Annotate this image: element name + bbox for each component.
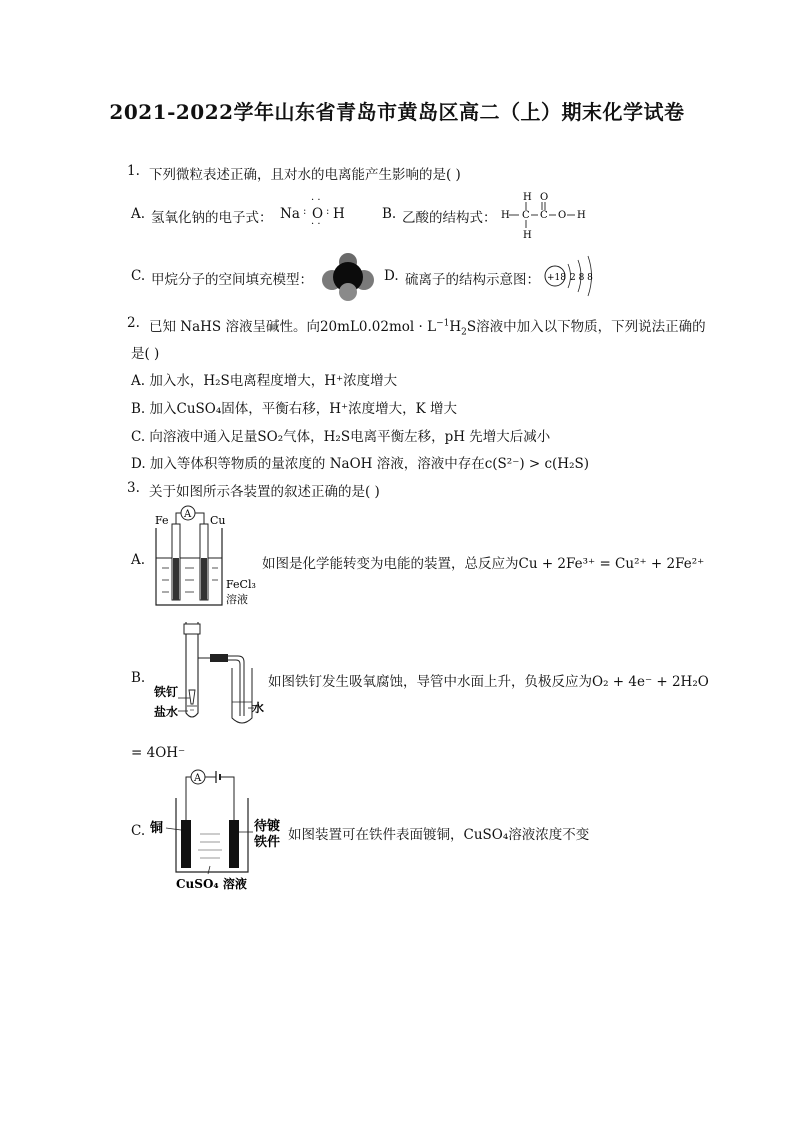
q3-option-b-label: B. [131, 670, 146, 686]
to-be-plated-label: 待镀 [254, 819, 281, 834]
acetic-acid-structure [498, 188, 593, 240]
q3-option-a-text: 如图是化学能转变为电能的装置，总反应为Cu + 2Fe³⁺ = Cu²⁺ + 2Fe²⁺ [262, 556, 705, 572]
question-2-number: 2. [127, 315, 140, 331]
struct-c2: C [540, 210, 548, 221]
q2-option-c: C. 向溶液中通入足量SO₂气体，H₂S电离平衡左移，pH 先增大后减小 [131, 429, 551, 445]
q1-option-c-label: C. [131, 268, 146, 284]
water-label: 水 [252, 701, 265, 715]
fecl3-label: FeCl₃ [226, 578, 256, 591]
sulfide-ion-structure-diagram [542, 254, 604, 300]
q3-option-b-text: 如图铁钉发生吸氧腐蚀，导管中水面上升，负极反应为O₂ + 4e⁻ + 2H₂O [268, 674, 709, 690]
ammeter-label: A [184, 509, 192, 520]
electroplating-figure [150, 768, 286, 894]
q2-stem-superscript: −1 [436, 318, 450, 329]
cuso4-solution-label: CuSO₄ 溶液 [176, 877, 247, 891]
oxygen-corrosion-figure [148, 618, 266, 726]
struct-h-top: H [523, 192, 532, 203]
q2-option-b: B. 加入CuSO₄固体，平衡右移，H⁺浓度增大，K 增大 [131, 401, 458, 417]
question-2-stem-line2: 是( ) [131, 346, 160, 362]
copper-electrode-label: 铜 [150, 821, 164, 836]
q1-option-c-text: 甲烷分子的空间填充模型： [151, 272, 313, 288]
dots-left: : [303, 206, 307, 217]
q2-stem-subscript: 2 [461, 327, 467, 338]
page-title: 2021-2022学年山东省青岛市黄岛区高二（上）期末化学试卷 [109, 100, 685, 124]
question-1-number: 1. [127, 163, 140, 179]
struct-h-left: H [501, 210, 510, 221]
q1-option-a-label: A. [131, 206, 146, 222]
cu-electrode-label: Cu [210, 514, 226, 527]
q2-stem-h: H [449, 319, 462, 335]
q2-stem-part1: 已知 NaHS 溶液呈碱性。向20mL0.02mol · L [149, 319, 437, 335]
q2-option-d: D. 加入等体积等物质的量浓度的 NaOH 溶液，溶液中存在c(S²⁻) > c(H₂S) [131, 456, 590, 472]
nucleus-charge: +18 [547, 273, 566, 283]
struct-o-top: O [540, 192, 549, 203]
struct-h-bottom: H [523, 230, 532, 240]
dots-bottom: · · [311, 219, 321, 230]
q1-option-a-text: 氢氧化钠的电子式： [151, 210, 273, 226]
q2-option-a: A. 加入水，H₂S电离程度增大，H⁺浓度增大 [131, 373, 398, 389]
struct-o-mid: O [558, 210, 567, 221]
q3-option-c-label: C. [131, 823, 146, 839]
fe-electrode-label: Fe [155, 514, 169, 527]
struct-c1: C [522, 210, 530, 221]
galvanic-cell-figure [152, 500, 260, 610]
o-symbol: O [312, 206, 324, 222]
electron-shells: 2 8 8 [570, 273, 593, 283]
q3-option-b-text-continued: = 4OH⁻ [131, 745, 186, 761]
h-symbol: H [333, 206, 345, 222]
question-2-stem-line1 [149, 315, 706, 338]
q1-option-b-text: 乙酸的结构式： [402, 210, 497, 226]
struct-h-right: H [577, 210, 586, 221]
fecl3-solution-label: 溶液 [226, 593, 248, 606]
q3-option-c-text: 如图装置可在铁件表面镀铜，CuSO₄溶液浓度不变 [288, 827, 590, 843]
q3-option-a-label: A. [131, 552, 146, 568]
naoh-electron-formula [278, 197, 358, 231]
iron-piece-label: 铁件 [254, 835, 281, 850]
dots-right: : [326, 206, 330, 217]
methane-space-filling-model [318, 250, 378, 302]
question-3-number: 3. [127, 480, 140, 496]
dots-top: · · [311, 195, 321, 206]
na-symbol: Na [280, 206, 300, 222]
q1-option-d-text: 硫离子的结构示意图： [405, 272, 540, 288]
brine-label: 盐水 [154, 705, 179, 719]
q1-option-b-label: B. [382, 206, 397, 222]
iron-nail-label: 铁钉 [154, 685, 179, 699]
question-3-stem: 关于如图所示各装置的叙述正确的是( ) [149, 484, 380, 500]
ammeter-label-c: A [194, 773, 202, 784]
q1-option-d-label: D. [384, 268, 399, 284]
question-1-stem: 下列微粒表述正确，且对水的电离能产生影响的是( ) [149, 167, 461, 183]
q2-stem-part2: S溶液中加入以下物质，下列说法正确的 [466, 319, 706, 335]
